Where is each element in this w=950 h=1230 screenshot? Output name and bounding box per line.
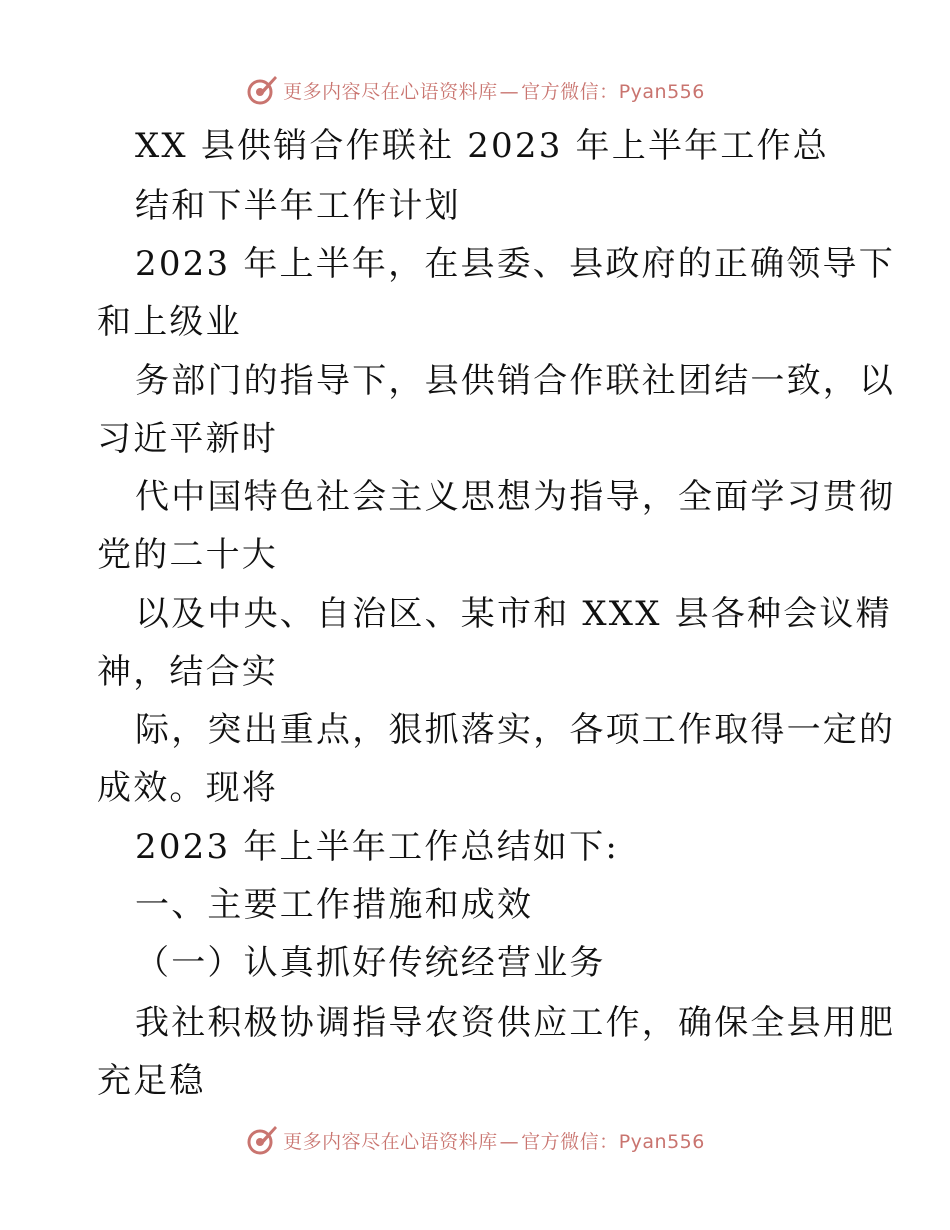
subsection-heading: （一）认真抓好传统经营业务 <box>135 943 606 983</box>
document-title-line-1: XX 县供销合作联社 2023 年上半年工作总 <box>135 126 829 166</box>
watermark-footer <box>0 1120 950 1160</box>
body-line: 成效。现将 <box>97 768 278 808</box>
body-line: 神，结合实 <box>97 652 278 692</box>
body-line: 2023 年上半年，在县委、县政府的正确领导下 <box>135 244 895 284</box>
body-line: 我社积极协调指导农资供应工作，确保全县用肥 <box>135 1003 896 1043</box>
body-line: 务部门的指导下，县供销合作联社团结一致，以 <box>135 361 896 401</box>
quill-seal-icon <box>245 1123 279 1157</box>
section-heading: 一、主要工作措施和成效 <box>135 885 534 925</box>
body-line: 充足稳 <box>97 1061 206 1101</box>
body-line: 2023 年上半年工作总结如下: <box>135 827 619 867</box>
watermark-text: 更多内容尽在心语资料库 — 官方微信：Pyan556 <box>283 80 705 103</box>
body-line: 际，突出重点，狠抓落实，各项工作取得一定的 <box>135 710 896 750</box>
body-line: 和上级业 <box>97 302 242 342</box>
body-line: 代中国特色社会主义思想为指导，全面学习贯彻 <box>135 477 896 517</box>
body-line: 党的二十大 <box>97 535 278 575</box>
document-title-line-2: 结和下半年工作计划 <box>135 186 461 226</box>
body-line: 习近平新时 <box>97 419 278 459</box>
body-line: 以及中央、自治区、某市和 XXX 县各种会议精 <box>135 594 892 634</box>
watermark-text: 更多内容尽在心语资料库 — 官方微信：Pyan556 <box>283 1130 705 1153</box>
